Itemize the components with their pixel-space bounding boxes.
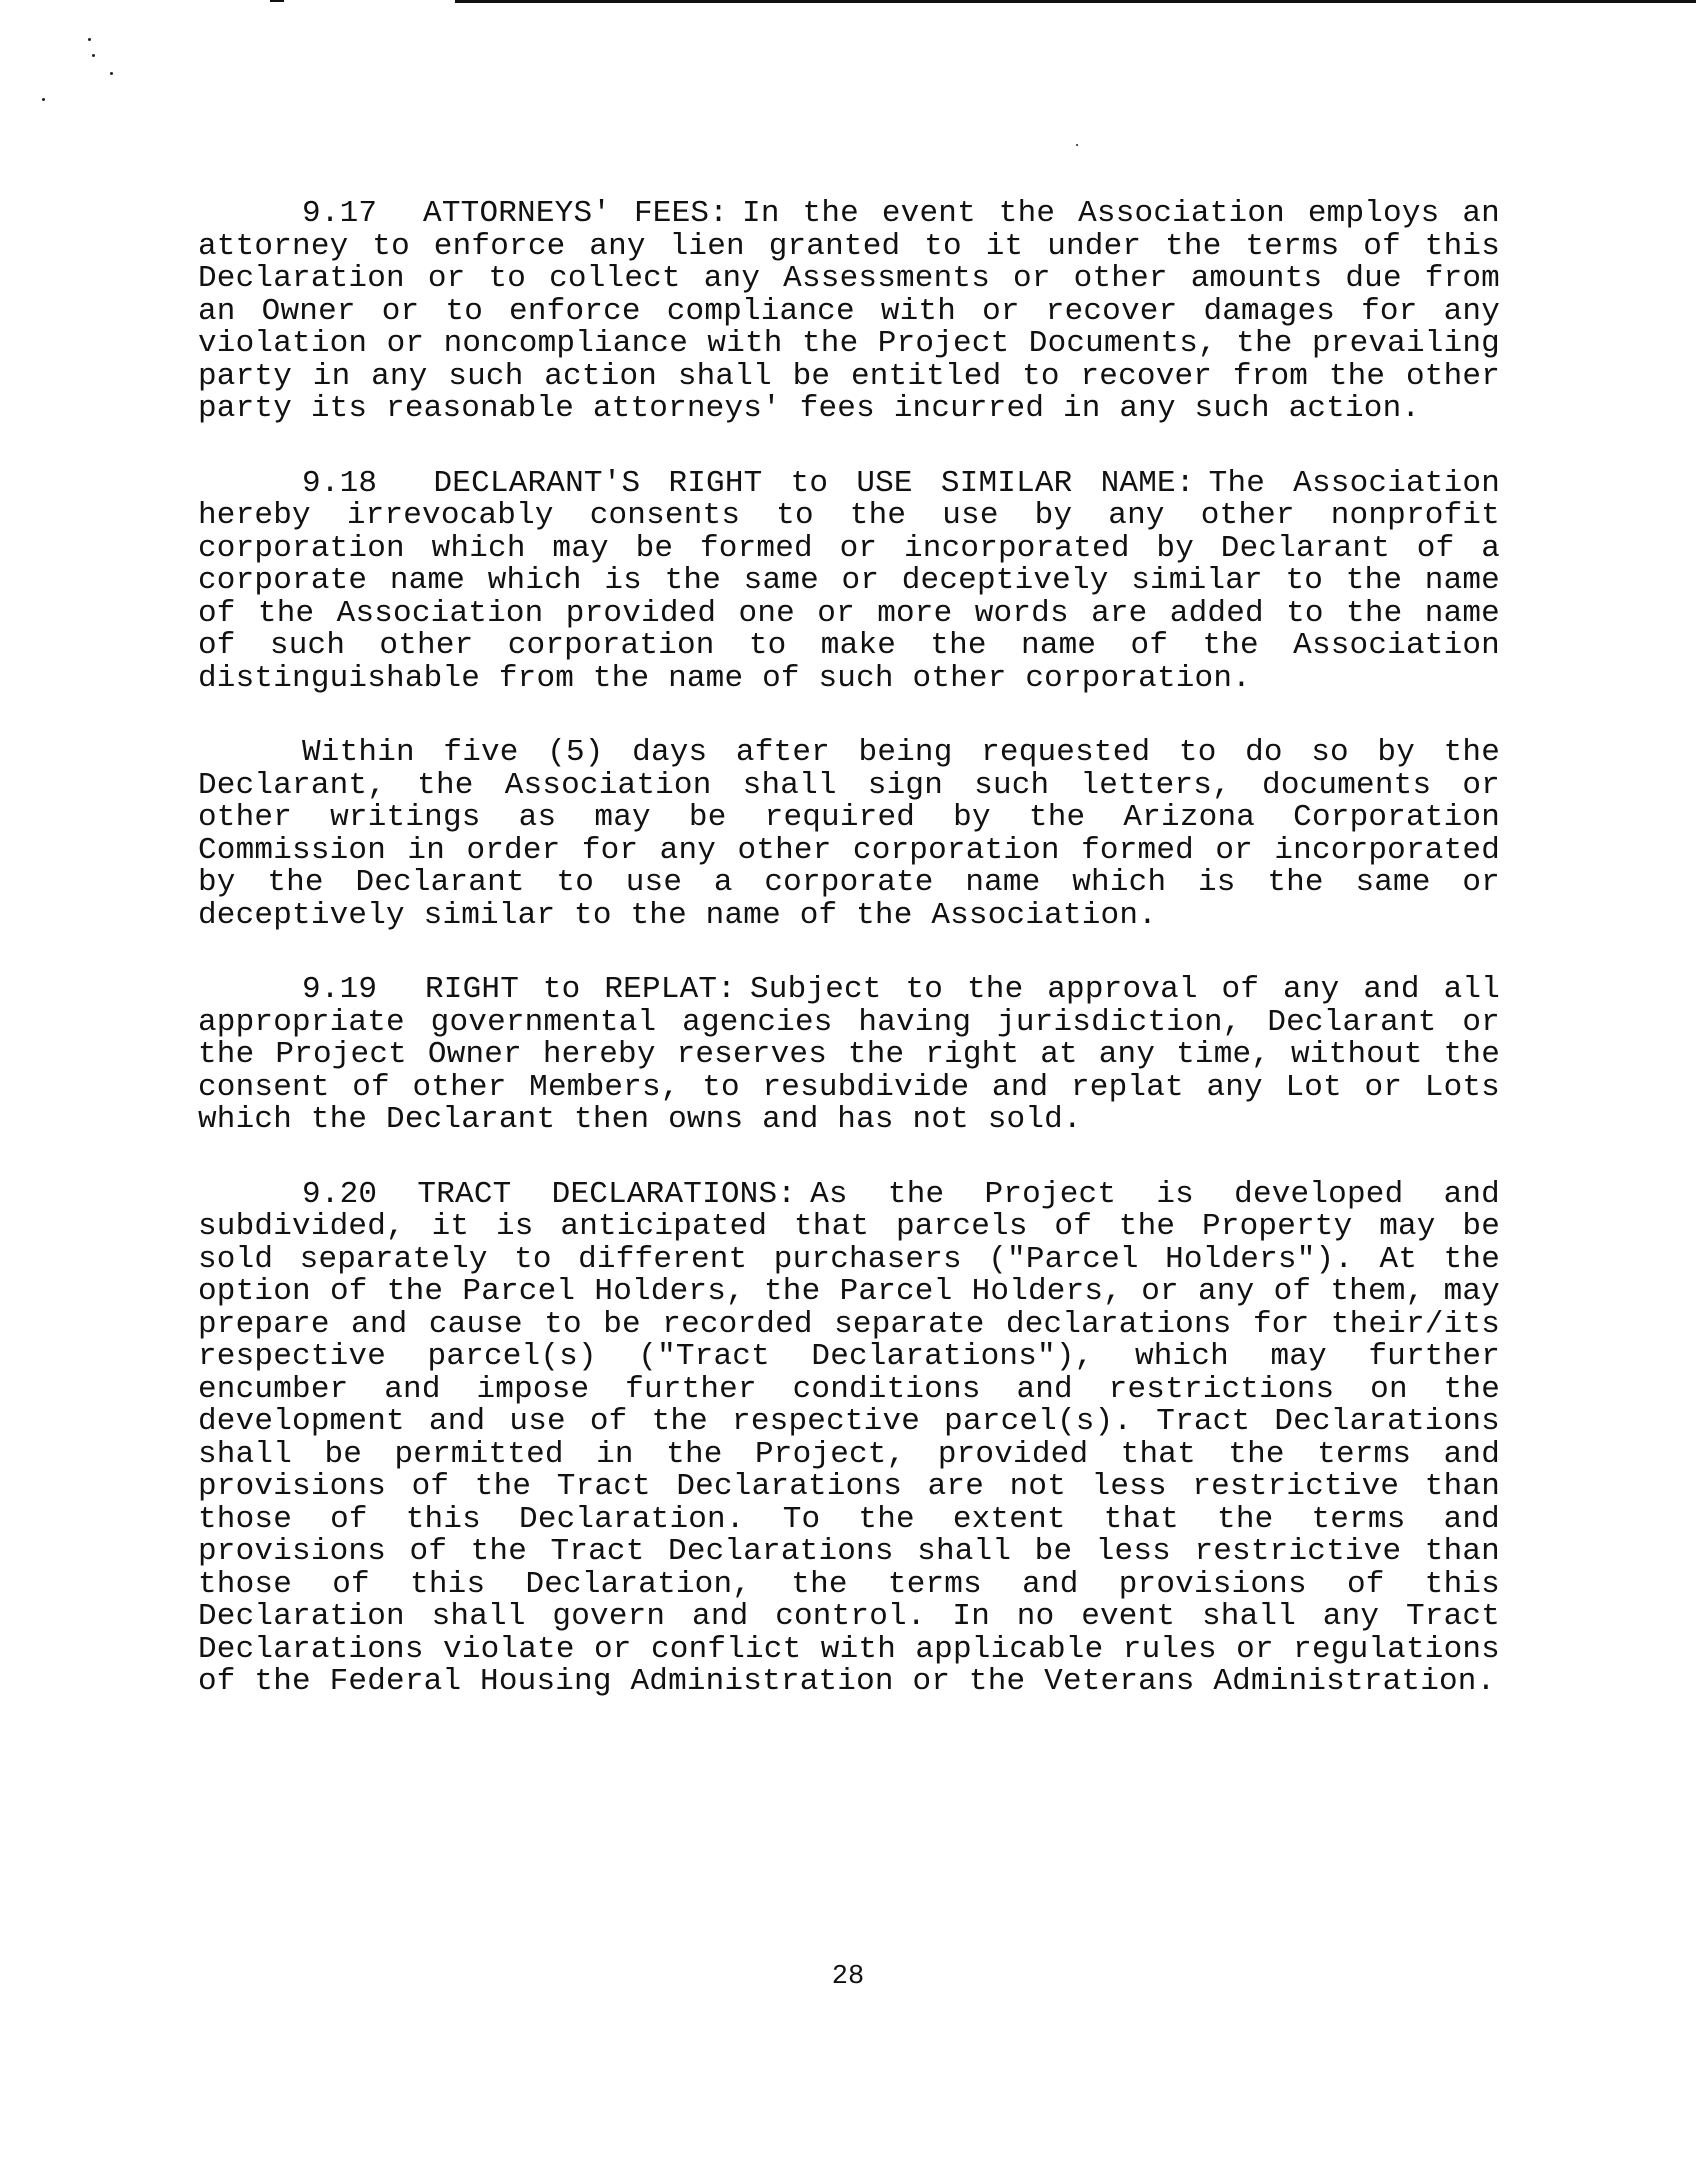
- section-9-20: [198, 1176, 1500, 1699]
- section-heading: ATTORNEYS' FEES:: [423, 196, 729, 231]
- section-9-18: [198, 465, 1501, 696]
- scan-artifact-line: [455, 0, 1696, 3]
- scan-speck: [110, 72, 113, 75]
- scan-speck: [42, 98, 45, 101]
- section-9-17: [198, 198, 1500, 426]
- scan-speck: [1076, 144, 1078, 146]
- section-9-19: [198, 974, 1500, 1137]
- page-number: 28: [831, 1962, 865, 1992]
- scan-speck: [92, 54, 95, 57]
- section-number: 9.17: [302, 196, 378, 231]
- scan-speck: [88, 38, 91, 41]
- section-heading: DECLARANT'S RIGHT to USE SIMILAR NAME:: [433, 465, 1195, 501]
- section-text: The Association hereby irrevocably consents to the use by any other nonprofit corporation which may be formed or incorporated by Declarant of a corporate name which is the same or deceptively similar to the name of the Association provided one or more words are added to the name of such other corporation to make the name of the Association distinguishable from the name of such other corporation.: [198, 465, 1501, 696]
- section-text: In the event the Association employs an attorney to enforce any lien granted to it under the terms of this Declaration or to collect any Assessments or other amounts due from an Owner or to enforce compliance with or recover damages for any violation or noncompliance with the Project Documents, the prevailing party in any such action shall be entitled to recover from the other party its reasonable attorneys' fees incurred in any such action.: [198, 196, 1500, 426]
- section-text: Within five (5) days after being requested to do so by the Declarant, the Association shall sign such letters, documents or other writings as may be required by the Arizona Corporation Commission in order for any other corporation formed or incorporated by the Declarant to use a corporate name which is the same or deceptively similar to the name of the Association.: [198, 735, 1500, 933]
- section-heading: TRACT DECLARATIONS:: [417, 1176, 797, 1212]
- section-heading: RIGHT to REPLAT:: [424, 972, 736, 1007]
- section-number: 9.18: [302, 465, 378, 501]
- section-number: 9.20: [302, 1176, 378, 1212]
- document-body: [198, 198, 1500, 1741]
- section-text: Subject to the approval of any and all appropriate governmental agencies having jurisdiction, Declarant or the Project Owner hereby reserves the right at any time, without the consent of other Members, to resubdivide and replat any Lot or Lots which the Declarant then owns and has not sold.: [198, 972, 1501, 1137]
- section-number: 9.19: [302, 972, 378, 1007]
- scan-artifact-dash: [270, 0, 284, 2]
- section-9-18-continued: [198, 737, 1500, 932]
- section-text: As the Project is developed and subdivided, it is anticipated that parcels of the Property may be sold separately to different purchasers ("Parcel Holders"). At the option of the Parcel Holders, the Parcel Holders, or any of them, may prepare and cause to be recorded separate declarations for their/its respective parcel(s) ("Tract Declarations"), which may further encumber and impose further conditions and restrictions on the development and use of the respective parcel(s). Tract Declarations shall be permitted in the Project, provided that the terms and provisions of the Tract Declarations are not less restrictive than those of this Declaration. To the extent that the terms and provisions of the Tract Declarations shall be less restrictive than those of this Declaration, the terms and provisions of this Declaration shall govern and control. In no event shall any Tract Declarations violate or conflict with applicable rules or regulations of the Federal Housing Administration or the Veterans Administration.: [198, 1176, 1500, 1699]
